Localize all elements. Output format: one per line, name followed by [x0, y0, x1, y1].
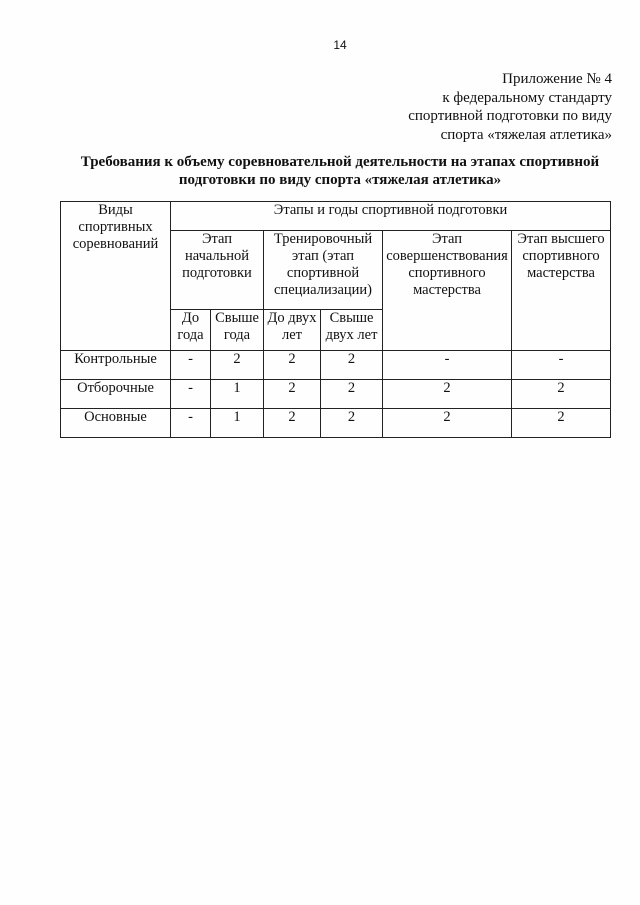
table-row: [61, 409, 611, 438]
header-competition-kinds: Виды спортивных соревнований: [61, 202, 171, 351]
table-cell: 1: [211, 409, 264, 438]
table-cell: 2: [264, 409, 321, 438]
header-stage-initial: Этап начальной подготовки: [171, 231, 264, 310]
row-competition-name: Основные: [61, 409, 171, 438]
table-cell: 2: [264, 380, 321, 409]
header-stage-improvement: Этап совершенствования спортивного мастерства: [383, 231, 512, 351]
appendix-line-2: к федеральному стандарту: [442, 89, 612, 106]
table-cell: 2: [512, 409, 611, 438]
table-cell: 2: [383, 380, 512, 409]
table-cell: 2: [512, 380, 611, 409]
header-initial-over-year: Свыше года: [211, 310, 264, 351]
table-cell: 2: [264, 351, 321, 380]
appendix-line-4: спорта «тяжелая атлетика»: [440, 126, 612, 143]
table-row: [61, 351, 611, 380]
header-initial-up-to-year: До года: [171, 310, 211, 351]
table-cell: 2: [321, 409, 383, 438]
table-cell: -: [512, 351, 611, 380]
header-training-over-two-years: Свыше двух лет: [321, 310, 383, 351]
requirements-table: [60, 201, 611, 438]
title-line-2: подготовки по виду спорта «тяжелая атлетика»: [178, 172, 502, 188]
row-competition-name: Отборочные: [61, 380, 171, 409]
document-title: [70, 153, 610, 189]
table-cell: 2: [211, 351, 264, 380]
header-stage-higher: Этап высшего спортивного мастерства: [512, 231, 611, 351]
title-line-1: Требования к объему соревновательной деятельности на этапах спортивной: [80, 154, 600, 170]
header-training-up-to-two-years: До двух лет: [264, 310, 321, 351]
table-cell: 1: [211, 380, 264, 409]
row-competition-name: Контрольные: [61, 351, 171, 380]
header-stages-years: Этапы и годы спортивной подготовки: [171, 202, 611, 231]
table-cell: 2: [383, 409, 512, 438]
appendix-line-3: спортивной подготовки по виду: [408, 108, 612, 124]
appendix-line-1: Приложение № 4: [502, 71, 612, 87]
appendix-note: [408, 70, 612, 144]
table-cell: -: [171, 351, 211, 380]
table-row: [61, 380, 611, 409]
table-cell: -: [171, 409, 211, 438]
header-stage-training: Тренировочный этап (этап спортивной специализации): [264, 231, 383, 310]
table-cell: 2: [321, 380, 383, 409]
table-cell: -: [171, 380, 211, 409]
table-cell: 2: [321, 351, 383, 380]
page-number: 14: [333, 38, 347, 52]
table-cell: -: [383, 351, 512, 380]
